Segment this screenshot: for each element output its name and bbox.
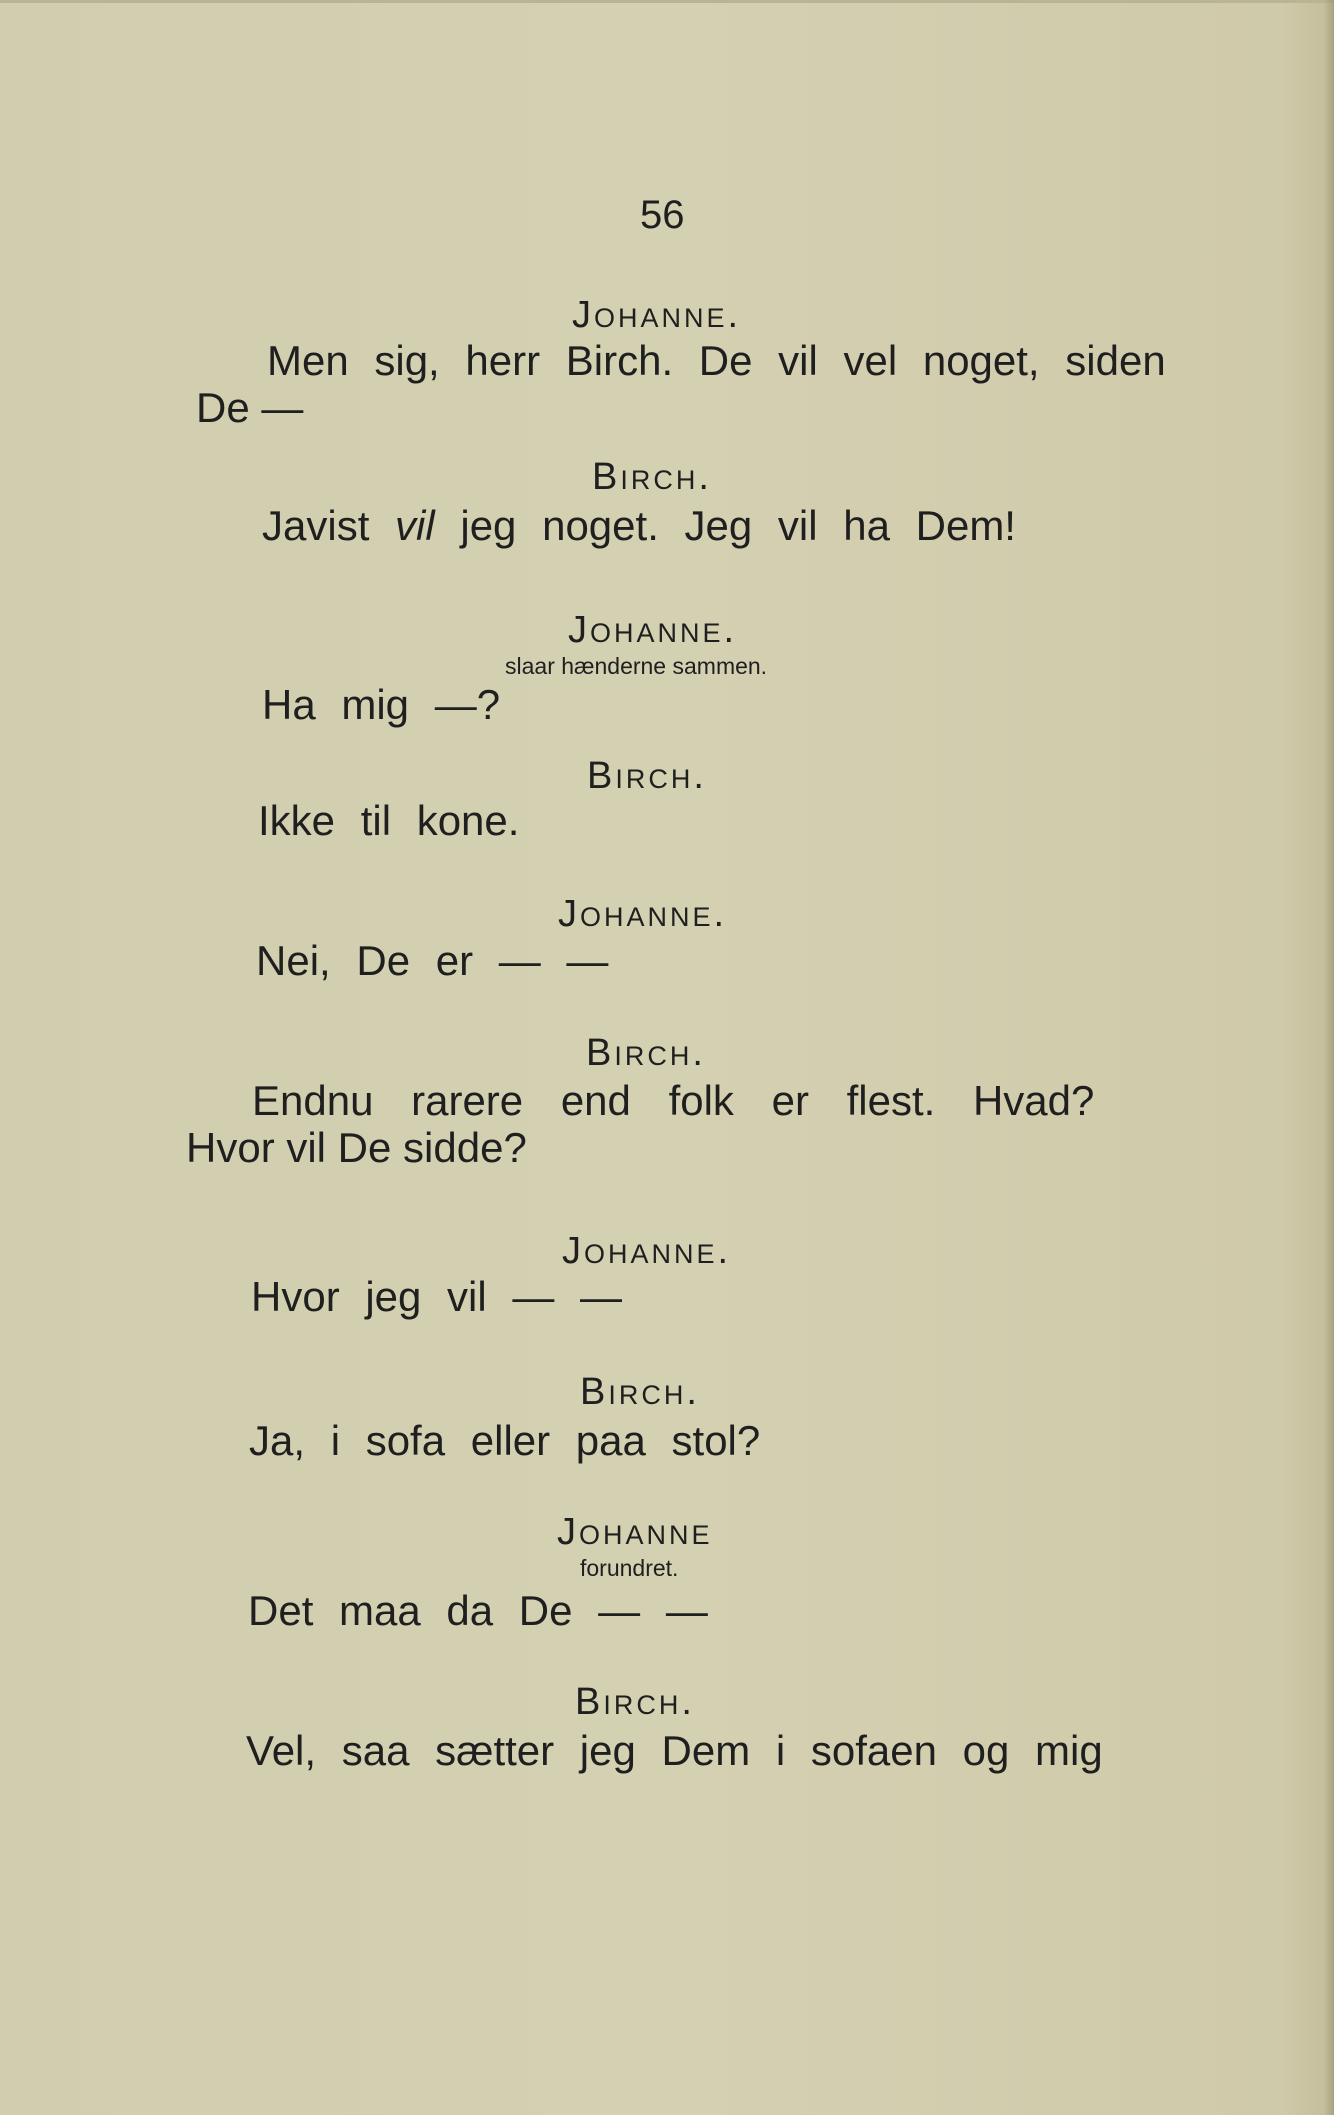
page-top-edge: [0, 0, 1334, 3]
speaker-name: Johanne.: [568, 609, 738, 651]
speaker-name: Birch.: [592, 456, 712, 498]
dialogue-text: Javist: [262, 502, 396, 549]
dialogue-line: Ja, i sofa eller paa stol?: [249, 1417, 761, 1464]
speaker-name: Birch.: [575, 1681, 695, 1723]
speaker-name: Johanne.: [572, 294, 742, 336]
speaker-name: Johanne.: [558, 893, 728, 935]
stage-direction: slaar hænderne sammen.: [505, 653, 768, 679]
dialogue-text: jeg noget. Jeg vil ha Dem!: [434, 502, 1016, 549]
stage-direction: forundret.: [580, 1555, 679, 1581]
dialogue-line: Nei, De er — —: [256, 937, 609, 984]
speaker-name: Johanne.: [562, 1230, 732, 1272]
dialogue-line: Hvor jeg vil — —: [251, 1273, 623, 1320]
dialogue-line: Det maa da De — —: [248, 1587, 708, 1634]
page-right-edge: [1324, 0, 1334, 2115]
dialogue-line: [262, 502, 1016, 549]
dialogue-line: Ikke til kone.: [258, 797, 520, 844]
emphasized-word: vil: [395, 502, 435, 549]
speaker-name: Birch.: [586, 1032, 706, 1074]
page-number: 56: [640, 193, 685, 237]
speaker-name: Birch.: [587, 755, 707, 797]
speaker-name: Johanne: [557, 1511, 713, 1553]
speaker-name: Birch.: [580, 1371, 700, 1413]
dialogue-line: Hvor vil De sidde?: [186, 1124, 527, 1171]
dialogue-line: Ha mig —?: [262, 681, 501, 728]
dialogue-line: De —: [196, 384, 304, 431]
dialogue-line: Vel, saa sætter jeg Dem i sofaen og mig: [246, 1727, 1103, 1774]
dialogue-line: Men sig, herr Birch. De vil vel noget, siden: [267, 337, 1166, 384]
dialogue-line: Endnu rarere end folk er flest. Hvad?: [252, 1077, 1095, 1124]
